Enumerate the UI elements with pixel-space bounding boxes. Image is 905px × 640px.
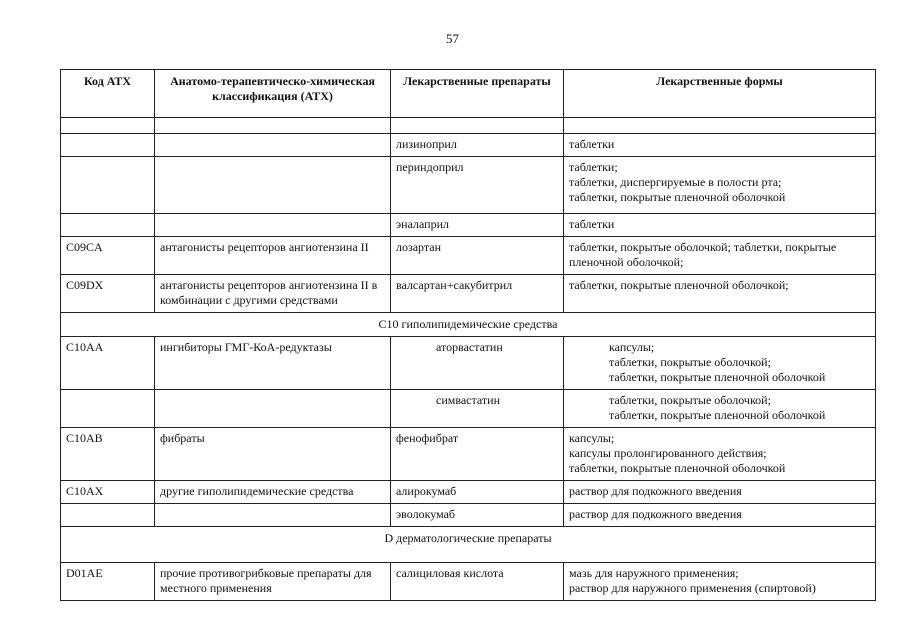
cell-code	[61, 134, 155, 157]
cell-class: ингибиторы ГМГ-КоА-редуктазы	[155, 337, 391, 390]
cell-code	[61, 157, 155, 214]
table-row	[61, 237, 876, 275]
cell-form: раствор для подкожного введения	[564, 481, 876, 504]
cell-form: раствор для подкожного введения	[564, 504, 876, 527]
header-drugs: Лекарственные препараты	[391, 70, 564, 118]
cell-form: таблетки	[564, 134, 876, 157]
header-forms: Лекарственные формы	[564, 70, 876, 118]
table-row	[61, 390, 876, 428]
cell-drug: салициловая кислота	[391, 563, 564, 601]
cell-class	[155, 504, 391, 527]
cell-code: C10AB	[61, 428, 155, 481]
table-header-row	[61, 70, 876, 118]
cell-form: таблетки; таблетки, диспергируемые в полости рта; таблетки, покрытые пленочной оболочкой	[564, 157, 876, 214]
cell-code: C09CA	[61, 237, 155, 275]
cell-class: другие гиполипидемические средства	[155, 481, 391, 504]
section-row	[61, 313, 876, 337]
table-row-blank	[61, 118, 876, 134]
cell-code: D01AE	[61, 563, 155, 601]
cell-form: таблетки	[564, 214, 876, 237]
cell-code	[61, 390, 155, 428]
table-row	[61, 275, 876, 313]
table-row	[61, 481, 876, 504]
cell-form: капсулы; капсулы пролонгированного действия; таблетки, покрытые пленочной оболочкой	[564, 428, 876, 481]
cell-code: C10AX	[61, 481, 155, 504]
cell-form: таблетки, покрытые оболочкой; таблетки, покрытые пленочной оболочкой;	[564, 237, 876, 275]
cell-drug: периндоприл	[391, 157, 564, 214]
page-number: 57	[446, 31, 459, 46]
header-classification: Анатомо-терапевтическо-химическая классификация (АТХ)	[155, 70, 391, 118]
cell-class	[155, 157, 391, 214]
cell-class	[155, 214, 391, 237]
table-row	[61, 428, 876, 481]
cell-class: фибраты	[155, 428, 391, 481]
cell-form: капсулы; таблетки, покрытые оболочкой; таблетки, покрытые пленочной оболочкой	[564, 337, 876, 390]
cell-form: мазь для наружного применения; раствор для наружного применения (спиртовой)	[564, 563, 876, 601]
cell-drug: эналаприл	[391, 214, 564, 237]
cell-drug: лозартан	[391, 237, 564, 275]
table-row	[61, 157, 876, 214]
cell-code	[61, 214, 155, 237]
cell-form: таблетки, покрытые пленочной оболочкой;	[564, 275, 876, 313]
cell-class: прочие противогрибковые препараты для местного применения	[155, 563, 391, 601]
cell-drug: валсартан+сакубитрил	[391, 275, 564, 313]
section-row	[61, 527, 876, 563]
cell-class: антагонисты рецепторов ангиотензина II в комбинации с другими средствами	[155, 275, 391, 313]
header-code: Код АТХ	[61, 70, 155, 118]
cell-drug: фенофибрат	[391, 428, 564, 481]
section-heading: D дерматологические препараты	[61, 527, 876, 563]
cell-drug: лизиноприл	[391, 134, 564, 157]
table-row	[61, 214, 876, 237]
cell-class	[155, 390, 391, 428]
table-row	[61, 504, 876, 527]
cell-drug: аторвастатин	[391, 337, 564, 390]
table-row	[61, 337, 876, 390]
cell-form: таблетки, покрытые оболочкой; таблетки, покрытые пленочной оболочкой	[564, 390, 876, 428]
cell-class	[155, 134, 391, 157]
cell-code	[61, 504, 155, 527]
table-row	[61, 563, 876, 601]
table-row	[61, 134, 876, 157]
section-heading: C10 гиполипидемические средства	[61, 313, 876, 337]
cell-class: антагонисты рецепторов ангиотензина II	[155, 237, 391, 275]
cell-drug: эволокумаб	[391, 504, 564, 527]
cell-code: C10AA	[61, 337, 155, 390]
cell-code: C09DX	[61, 275, 155, 313]
cell-drug: алирокумаб	[391, 481, 564, 504]
atc-drug-table	[60, 69, 876, 601]
cell-drug: симвастатин	[391, 390, 564, 428]
